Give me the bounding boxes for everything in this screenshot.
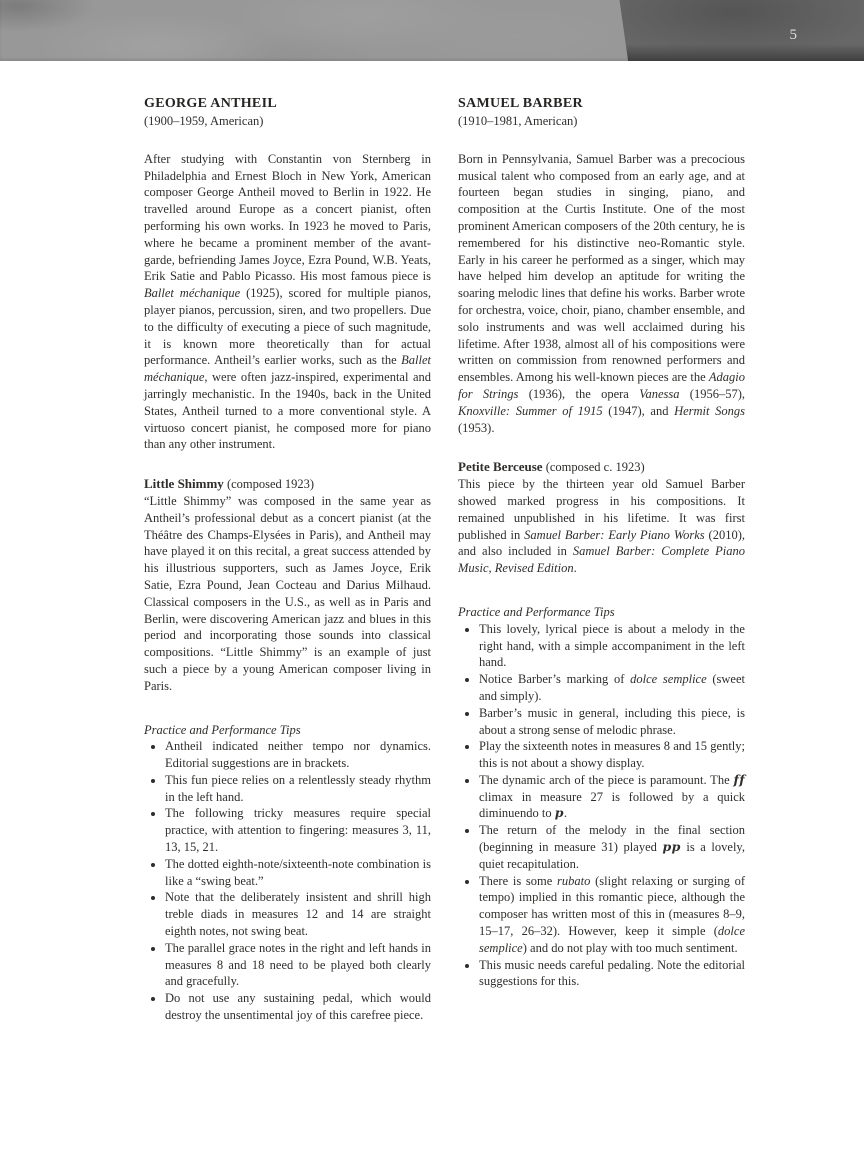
piece-title: Little Shimmy: [144, 476, 224, 492]
tips-list: [144, 738, 431, 1024]
composer-dates-barber: (1910–1981, American): [458, 114, 578, 128]
tip-item: • Do not use any sustaining pedal, which would destroy the unsentimental joy of this carefree piece.: [165, 990, 431, 1024]
tips-heading: Practice and Performance Tips: [144, 722, 301, 737]
tip-item: • The parallel grace notes in the right and left hands in measures 8 and 18 need to be played both clearly and gracefully.: [165, 940, 431, 990]
column-barber: [458, 95, 745, 1024]
tip-item: • Notice Barber’s marking of dolce semplice (sweet and simply).: [479, 671, 745, 705]
column-antheil: [144, 95, 431, 1024]
page-number: 5: [789, 27, 797, 43]
composer-name-antheil: GEORGE ANTHEIL: [144, 96, 277, 111]
header-band-dark-section: [0, 0, 864, 61]
composer-bio-antheil: After studying with Constantin von Sternberg in Philadelphia and Ernest Bloch in New York, American composer George Antheil moved to Berlin in 1922. He travelled around Europe as a concert pianist, often performing his own works. In 1923 he moved to Paris, where he became a prominent member of the avant-garde, befriending James Joyce, Ezra Pound, W.B. Yeats, Erik Satie and Pablo Picasso. His most famous piece is Ballet méchanique (1925), scored for multiple pianos, player pianos, percussion, siren, and two propellers. Due to the difficulty of executing a piece of such magnitude, it is known more theoretically than for actual performance. Antheil’s earlier works, such as the Ballet méchanique, were often jazz-inspired, experimental and jarringly mechanistic. In the 1940s, back in the United States, Antheil turned to a more conventional style. A virtuoso concert pianist, he composed more for piano than any other instrument.: [144, 151, 432, 452]
composer-bio-barber: Born in Pennsylvania, Samuel Barber was a precocious musical talent who composed from an early age, and at fourteen began studies in singing, piano, and composition at the Curtis Institute. One of the most prominent American composers of the 20th century, he is remembered for his distinctive neo-Romantic style. Early in his career he performed as a singer, which may have helped him develop an aptitude for writing the soaring melodic lines that define his works. Barber wrote for orchestra, voice, choir, piano, chamber ensemble, and solo instruments and was well acclaimed during his lifetime. After 1938, almost all of his compositions were written on commission from renowned performers and ensembles. Among his well-known pieces are the Adagio for Strings (1936), the opera Vanessa (1956–57), Knoxville: Summer of 1915 (1947), and Hermit Songs (1953).: [458, 151, 746, 435]
tip-item: • There is some rubato (slight relaxing or surging of tempo) implied in this romantic piece, although the composer has written most of this in (measures 8–9, 15–17, 26–32). However, keep it simple (dolce semplice) and do not play with too much sentiment.: [479, 873, 745, 957]
tip-item: • This lovely, lyrical piece is about a melody in the right hand, with a simple accompaniment in the left hand.: [479, 621, 745, 671]
piece-description: “Little Shimmy” was composed in the same year as Antheil’s professional debut as a concert pianist (at the Théâtre des Champs-Elysées in Paris), and Antheil may have played it on this recital, a great success attended by his illustrious supporters, such as James Joyce, Erik Satie, Ezra Pound, Jean Cocteau and Darius Milhaud. Classical composers in the U.S., as well as in Paris and Berlin, were discovering American jazz and blues in this period and incorporating those sounds into classical compositions. “Little Shimmy” is an example of just such a piece by a young American composer living in Paris.: [144, 493, 431, 693]
piece-title: Petite Berceuse: [458, 459, 543, 475]
tip-item: • This fun piece relies on a relentlessly steady rhythm in the left hand.: [165, 772, 431, 806]
composer-dates-antheil: (1900–1959, American): [144, 114, 264, 128]
tip-item: • Barber’s music in general, including this piece, is about a strong sense of melodic phrase.: [479, 705, 745, 739]
piece-heading: [458, 459, 745, 476]
tips-section-antheil: [144, 722, 431, 1024]
piece-section-petite-berceuse: [458, 459, 745, 577]
tip-item: • Play the sixteenth notes in measures 8 and 15 gently; this is not about a showy display.: [479, 738, 745, 772]
tips-list: [458, 621, 745, 991]
tip-item: • The dynamic arch of the piece is paramount. The ff climax in measure 27 is followed by a quick diminuendo to p.: [479, 772, 745, 822]
tip-item: • The following tricky measures require special practice, with attention to fingering: measures 3, 11, 13, 15, 21.: [165, 805, 431, 855]
tips-heading: Practice and Performance Tips: [458, 604, 615, 619]
piece-heading: [144, 476, 431, 493]
piece-subtitle: (composed c. 1923): [542, 460, 645, 475]
piece-section-little-shimmy: [144, 476, 431, 694]
tip-item: • This music needs careful pedaling. Note the editorial suggestions for this.: [479, 957, 745, 991]
page-content: [144, 61, 745, 1024]
composer-name-barber: SAMUEL BARBER: [458, 96, 583, 111]
piece-subtitle: (composed 1923): [223, 477, 315, 492]
tip-item: • The return of the melody in the final section (beginning in measure 31) played pp is a lovely, quiet recapitulation.: [479, 822, 745, 872]
tip-item: • The dotted eighth-note/sixteenth-note combination is like a “swing beat.”: [165, 856, 431, 890]
tip-item: • Note that the deliberately insistent and shrill high treble diads in measures 12 and 14 are straight eighth notes, not swing beat.: [165, 889, 431, 939]
piece-description: This piece by the thirteen year old Samuel Barber showed marked progress in his compositions. It remained unpublished in his lifetime. It was first published in Samuel Barber: Early Piano Works (2010), and also included in Samuel Barber: Complete Piano Music, Revised Edition.: [458, 477, 746, 576]
tips-section-barber: [458, 604, 745, 990]
header-band: [0, 0, 864, 61]
tip-item: • Antheil indicated neither tempo nor dynamics. Editorial suggestions are in brackets.: [165, 738, 431, 772]
